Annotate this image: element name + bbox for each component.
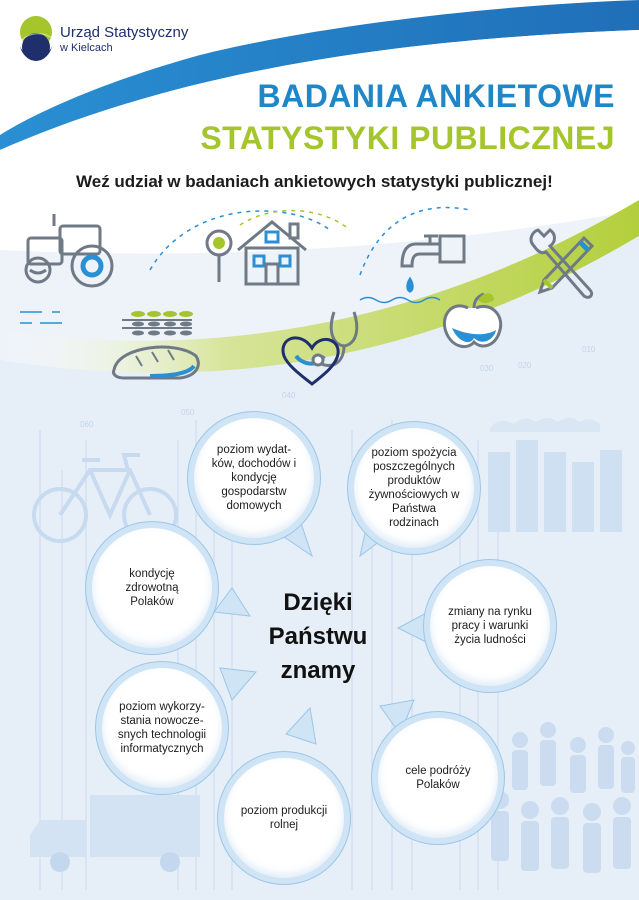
logo-name: Urząd Statystyczny: [60, 24, 189, 41]
decor-number: 020: [518, 361, 532, 370]
title-line-1: BADANIA ANKIETOWE: [257, 78, 615, 114]
bubble-text: kondycję zdrowotną Polaków: [125, 568, 179, 608]
bubble-text: cele podróży Polaków: [405, 765, 471, 791]
bubble-travel: [378, 718, 498, 838]
decor-number: 060: [80, 420, 94, 429]
bubble-health: [92, 528, 212, 648]
logo-city: w Kielcach: [60, 42, 113, 54]
bubble-food-consumption: [354, 428, 474, 548]
bubble-household: [194, 418, 314, 538]
title-line-2: STATYSTYKI PUBLICZNEJ: [200, 120, 615, 156]
bubble-text: poziom wykorzy-stania nowocze-snych technologii informatycznych: [117, 701, 207, 755]
bubble-text: poziom spożycia poszczególnych produktów żywnościowych w Państwa rodzinach: [368, 447, 460, 529]
decor-number: 030: [480, 364, 494, 373]
decor-number: 050: [181, 408, 195, 417]
decor-number: 010: [582, 345, 596, 354]
center-line-2: Państwu: [268, 623, 368, 650]
bubble-text: zmiany na rynku pracy i warunki życia ludności: [448, 606, 532, 646]
center-line-1: Dzięki: [283, 589, 353, 616]
bubble-labour-market: [430, 566, 550, 686]
bubble-agriculture: [224, 758, 344, 878]
center-line-3: znamy: [280, 657, 356, 684]
bubble-technology: [102, 668, 222, 788]
bubble-text: poziom produkcji rolnej: [240, 805, 328, 831]
decor-number: 040: [282, 391, 296, 400]
center-heading: [248, 586, 388, 688]
subtitle: Weź udział w badaniach ankietowych statystyki publicznej!: [76, 172, 553, 191]
bubble-text: poziom wydat-ków, dochodów i kondycję gospodarstw domowych: [211, 444, 297, 512]
